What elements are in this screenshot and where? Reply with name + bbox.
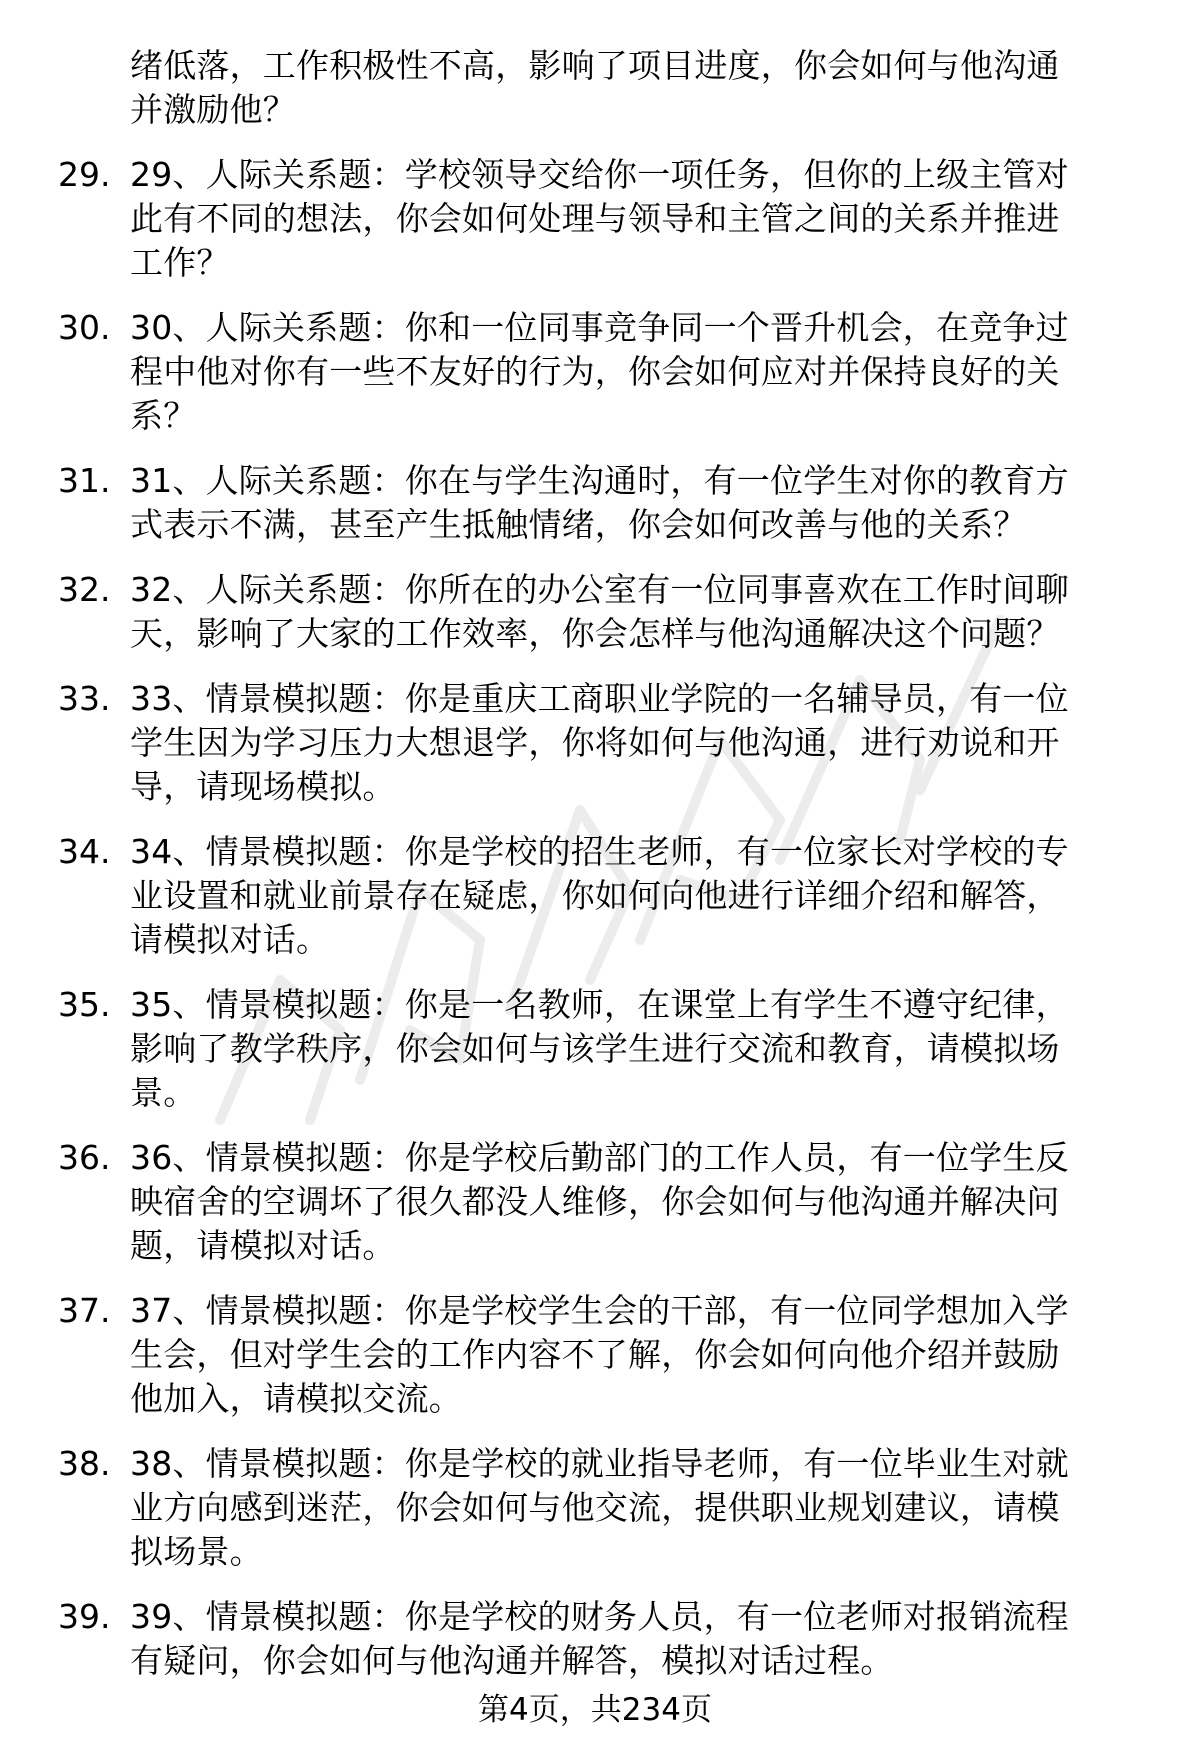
item-number: 32. (58, 570, 111, 609)
question-item-35 (58, 983, 1150, 1115)
continued-text-line: 并激励他？ (130, 90, 296, 129)
item-number: 31. (58, 461, 111, 500)
item-text-line: 拟场景。 (130, 1532, 263, 1571)
item-text-line: 他加入，请模拟交流。 (130, 1379, 462, 1418)
question-item-34 (58, 830, 1150, 962)
item-text-line: 程中他对你有一些不友好的行为，你会如何应对并保持良好的关 (130, 352, 1060, 391)
item-text-line: 业设置和就业前景存在疑虑，你如何向他进行详细介绍和解答， (130, 876, 1060, 915)
item-text-line: 34、情景模拟题：你是学校的招生老师，有一位家长对学校的专 (130, 832, 1069, 871)
item-text-line: 有疑问，你会如何与他沟通并解答，模拟对话过程。 (130, 1641, 894, 1680)
question-item-33 (58, 677, 1150, 809)
item-text-line: 33、情景模拟题：你是重庆工商职业学院的一名辅导员，有一位 (130, 679, 1069, 718)
item-text-line: 映宿舍的空调坏了很久都没人维修，你会如何与他沟通并解决问 (130, 1182, 1060, 1221)
item-text-line: 38、情景模拟题：你是学校的就业指导老师，有一位毕业生对就 (130, 1444, 1069, 1483)
question-item-31 (58, 459, 1150, 547)
question-item-38 (58, 1442, 1150, 1574)
item-text-line: 系？ (130, 396, 197, 435)
item-text-line: 37、情景模拟题：你是学校学生会的干部，有一位同学想加入学 (130, 1291, 1069, 1330)
item-number: 29. (58, 155, 111, 194)
item-text-line: 工作？ (130, 243, 230, 282)
item-number: 39. (58, 1597, 111, 1636)
question-item-39 (58, 1595, 1150, 1683)
item-text-line: 29、人际关系题：学校领导交给你一项任务，但你的上级主管对 (130, 155, 1069, 194)
item-text-line: 31、人际关系题：你在与学生沟通时，有一位学生对你的教育方 (130, 461, 1069, 500)
item-number: 36. (58, 1138, 111, 1177)
item-number: 30. (58, 308, 111, 347)
item-text-line: 35、情景模拟题：你是一名教师，在课堂上有学生不遵守纪律， (130, 985, 1069, 1024)
item-number: 33. (58, 679, 111, 718)
item-text-line: 学生因为学习压力大想退学，你将如何与他沟通，进行劝说和开 (130, 723, 1060, 762)
item-text-line: 导，请现场模拟。 (130, 767, 396, 806)
item-number: 35. (58, 985, 111, 1024)
item-text-line: 39、情景模拟题：你是学校的财务人员，有一位老师对报销流程 (130, 1597, 1069, 1636)
continued-text-line: 绪低落，工作积极性不高，影响了项目进度，你会如何与他沟通 (130, 46, 1060, 85)
item-text-line: 景。 (130, 1073, 197, 1112)
question-item-36 (58, 1136, 1150, 1268)
item-text-line: 式表示不满，甚至产生抵触情绪，你会如何改善与他的关系？ (130, 505, 1027, 544)
item-text-line: 此有不同的想法，你会如何处理与领导和主管之间的关系并推进 (130, 199, 1060, 238)
item-text-line: 32、人际关系题：你所在的办公室有一位同事喜欢在工作时间聊 (130, 570, 1069, 609)
item-text-line: 30、人际关系题：你和一位同事竞争同一个晋升机会，在竞争过 (130, 308, 1069, 347)
item-number: 37. (58, 1291, 111, 1330)
item-text-line: 题，请模拟对话。 (130, 1226, 396, 1265)
item-number: 38. (58, 1444, 111, 1483)
item-text-line: 业方向感到迷茫，你会如何与他交流，提供职业规划建议，请模 (130, 1488, 1060, 1527)
item-text-line: 生会，但对学生会的工作内容不了解，你会如何向他介绍并鼓励 (130, 1335, 1060, 1374)
question-item-29 (58, 153, 1150, 285)
item-text-line: 影响了教学秩序，你会如何与该学生进行交流和教育，请模拟场 (130, 1029, 1060, 1068)
question-item-37 (58, 1289, 1150, 1421)
item-text-line: 天，影响了大家的工作效率，你会怎样与他沟通解决这个问题？ (130, 614, 1060, 653)
item-number: 34. (58, 832, 111, 871)
question-item-32 (58, 568, 1150, 656)
item-text-line: 请模拟对话。 (130, 920, 330, 959)
question-list (58, 44, 1150, 1683)
page-footer: 第4页，共234页 (478, 1692, 712, 1728)
item-text-line: 36、情景模拟题：你是学校后勤部门的工作人员，有一位学生反 (130, 1138, 1069, 1177)
question-item-30 (58, 306, 1150, 438)
